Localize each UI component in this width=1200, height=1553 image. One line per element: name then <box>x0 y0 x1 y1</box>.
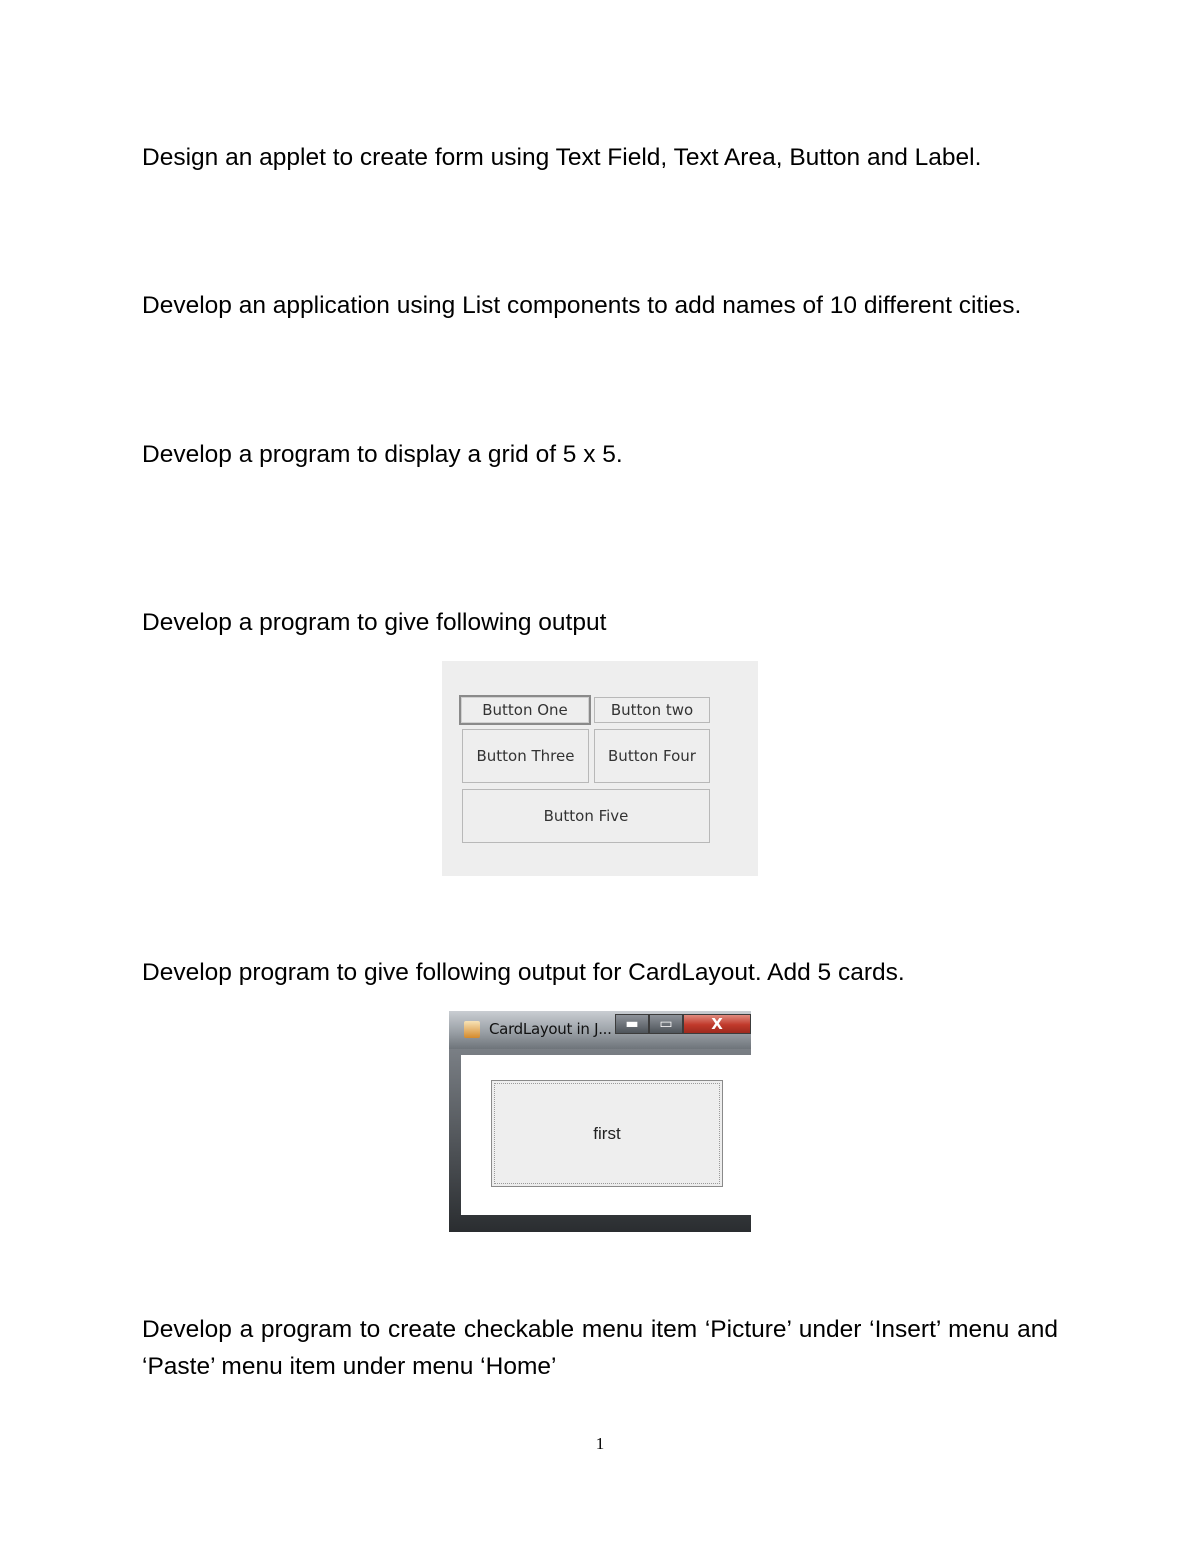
minimize-icon: ▬ <box>615 1014 649 1034</box>
button-one: Button One <box>459 695 591 725</box>
question-2: Develop an application using List components to add names of 10 different cities. <box>142 292 1022 319</box>
button-five: Button Five <box>462 789 710 843</box>
close-icon: X <box>683 1014 751 1034</box>
window-titlebar <box>449 1011 751 1049</box>
maximize-icon: ▭ <box>649 1014 683 1034</box>
question-1: Design an applet to create form using Text Field, Text Area, Button and Label. <box>142 144 982 171</box>
button-four: Button Four <box>594 729 710 783</box>
question-6: Develop a program to create checkable menu item ‘Picture’ under ‘Insert’ menu and ‘Paste’ menu item under menu ‘Home’ <box>142 1316 1058 1380</box>
java-icon <box>464 1021 480 1038</box>
question-5: Develop program to give following output for CardLayout. Add 5 cards. <box>142 959 905 986</box>
grid-layout-output-screenshot <box>442 661 758 876</box>
question-3: Develop a program to display a grid of 5 x 5. <box>142 441 623 468</box>
button-three: Button Three <box>462 729 589 783</box>
page-number: 1 <box>595 1434 605 1453</box>
question-4: Develop a program to give following output <box>142 609 607 636</box>
card-first-button: first <box>491 1080 723 1187</box>
button-two: Button two <box>594 697 710 723</box>
window-title: CardLayout in J... <box>489 1020 612 1038</box>
card-layout-window-screenshot <box>449 1011 751 1232</box>
